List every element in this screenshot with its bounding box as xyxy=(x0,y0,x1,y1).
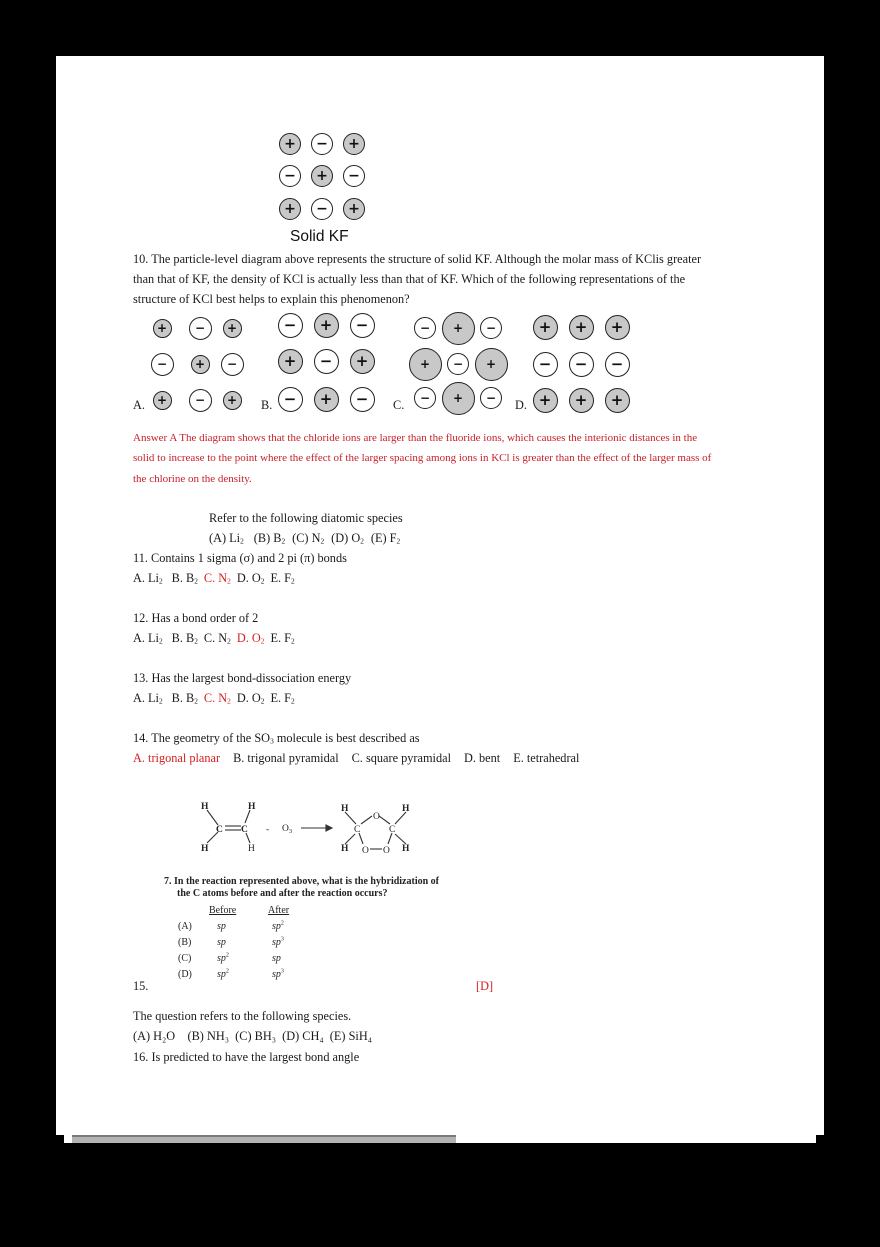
q15-embedded-line1: 7. In the reaction represented above, what is the hybridization of xyxy=(164,876,439,887)
q14-choice-c[interactable]: C. square pyramidal xyxy=(351,751,451,765)
anion-icon: − xyxy=(151,353,174,376)
anion-icon: − xyxy=(189,317,212,340)
anion-icon: − xyxy=(533,352,558,377)
svg-text:C: C xyxy=(354,825,361,835)
q14-question xyxy=(133,728,420,748)
svg-text:H: H xyxy=(341,804,349,814)
q15-row-before: sp xyxy=(217,937,226,948)
anion-icon: − xyxy=(350,313,375,338)
q13-choice-a[interactable]: A. $Li_2$ xyxy=(133,691,163,706)
cation-icon: + xyxy=(278,349,303,374)
svg-text:C: C xyxy=(389,825,396,835)
q10-text-line1: 10. The particle-level diagram above represents the structure of solid KF. Although the molar mass of KClis greater xyxy=(133,252,702,266)
anion-icon: − xyxy=(278,387,303,412)
kf-diagram-label: Solid KF xyxy=(290,228,349,245)
q15-row-option: (C) xyxy=(178,953,192,964)
cation-icon: + xyxy=(569,315,594,340)
anion-icon: − xyxy=(279,165,301,187)
anion-icon: − xyxy=(311,198,333,220)
cation-icon: + xyxy=(153,391,172,410)
q12-question: 12. Has a bond order of 2 xyxy=(133,611,259,625)
q14-choice-d[interactable]: D. bent xyxy=(463,751,501,765)
svg-text:H: H xyxy=(201,802,209,812)
q11-choices xyxy=(133,568,301,588)
anion-icon: − xyxy=(311,133,333,155)
cation-icon: + xyxy=(533,315,558,340)
q10-text-line3: structure of KCl best helps to explain this phenomenon? xyxy=(133,292,410,306)
q15-table-header xyxy=(209,905,290,917)
q14-question-post: molecule is best described as xyxy=(273,731,420,745)
q12-choices xyxy=(133,628,301,648)
reagent-label: O xyxy=(282,824,289,834)
cation-icon: + xyxy=(191,355,210,374)
q11-choice-d[interactable]: D. $O_2$ xyxy=(236,571,265,586)
cation-icon: + xyxy=(409,348,442,381)
q13-choice-e[interactable]: E. $F_2$ xyxy=(270,691,295,706)
cation-icon: + xyxy=(223,319,242,338)
q11-choice-e[interactable]: E. $F_2$ xyxy=(270,571,295,586)
anion-icon: − xyxy=(569,352,594,377)
q14-choice-a[interactable]: A. trigonal planar xyxy=(133,751,221,765)
anion-icon: − xyxy=(350,387,375,412)
cation-icon: + xyxy=(350,349,375,374)
horizontal-scrollbar[interactable] xyxy=(72,1135,456,1143)
svg-text:-: - xyxy=(266,825,270,835)
q10-option-b-label: B. xyxy=(261,398,273,412)
q11-choice-b[interactable]: B. $B_2$ xyxy=(171,571,198,586)
diatomic-species-item: (B) $B_2$ xyxy=(253,531,286,546)
cation-icon: + xyxy=(343,133,365,155)
q11-choice-c[interactable]: C. $N_2$ xyxy=(203,571,231,586)
svg-text:O: O xyxy=(373,812,380,822)
q14-question-sub: 3 xyxy=(270,736,274,746)
q12-choice-c[interactable]: C. $N_2$ xyxy=(203,631,231,646)
q10-text-line2: than that of KF, the density of KCl is actually less than that of KF. Which of the following representations of the xyxy=(133,272,686,286)
diatomic-species-item: (C) $N_2$ xyxy=(292,531,325,546)
q15-embedded-question xyxy=(164,876,439,900)
diatomic-species xyxy=(209,528,407,548)
q13-choice-b[interactable]: B. $B_2$ xyxy=(171,691,198,706)
q13-choices xyxy=(133,688,301,708)
anion-icon: − xyxy=(447,353,469,375)
anion-icon: − xyxy=(414,387,436,409)
svg-text:O: O xyxy=(362,846,369,856)
q15-number: 15. xyxy=(133,979,149,993)
q12-choice-d[interactable]: D. $O_2$ xyxy=(236,631,265,646)
svg-text:C: C xyxy=(241,825,248,835)
q15-row-option: (B) xyxy=(178,937,192,948)
svg-text:H: H xyxy=(248,844,255,854)
svg-text:H: H xyxy=(248,802,256,812)
diatomic-species-item: (D) $O_2$ xyxy=(331,531,364,546)
cation-icon: + xyxy=(314,387,339,412)
q13-question: 13. Has the largest bond-dissociation energy xyxy=(133,671,352,685)
cation-icon: + xyxy=(223,391,242,410)
q13-choice-d[interactable]: D. $O_2$ xyxy=(236,691,265,706)
cation-icon: + xyxy=(569,388,594,413)
q15-row-after: $sp^3$ xyxy=(272,968,284,980)
svg-text:H: H xyxy=(402,844,410,854)
cation-icon: + xyxy=(279,198,301,220)
q11-question: 11. Contains 1 sigma (σ) and 2 pi (π) bonds xyxy=(133,551,347,565)
header-before: Before xyxy=(209,905,237,916)
anion-icon: − xyxy=(189,389,212,412)
q15-row-after: $sp^3$ xyxy=(272,936,284,948)
q15-row-after: sp xyxy=(272,953,281,964)
svg-text:H: H xyxy=(341,844,349,854)
q14-choice-e[interactable]: E. tetrahedral xyxy=(513,751,580,765)
q15-row-before: $sp^2$ xyxy=(217,952,229,964)
q15-answer: [D] xyxy=(476,979,494,993)
svg-text:C: C xyxy=(216,825,223,835)
cation-icon: + xyxy=(605,315,630,340)
q11-choice-a[interactable]: A. $Li_2$ xyxy=(133,571,163,586)
header-after: After xyxy=(268,905,290,916)
q10-answer-line3: the chlorine on the density. xyxy=(133,473,252,485)
reagent-sub: 3 xyxy=(288,828,293,835)
anion-icon: − xyxy=(480,387,502,409)
svg-text:H: H xyxy=(402,804,410,814)
cation-icon: + xyxy=(442,382,475,415)
q16-question: 16. Is predicted to have the largest bond angle xyxy=(133,1050,360,1064)
ozonolysis-reaction-diagram xyxy=(190,798,420,860)
q15-row-option: (A) xyxy=(178,921,192,932)
svg-text:O3 xyxy=(282,824,292,835)
cation-icon: + xyxy=(475,348,508,381)
cation-icon: + xyxy=(311,165,333,187)
q12-choice-a[interactable]: A. $Li_2$ xyxy=(133,631,163,646)
cation-icon: + xyxy=(343,198,365,220)
diatomic-species-item: (A) $Li_2$ xyxy=(209,531,244,546)
q10-option-c-label: C. xyxy=(393,398,405,412)
anion-icon: − xyxy=(414,317,436,339)
q10-option-a-label: A. xyxy=(133,398,145,412)
diatomic-intro: Refer to the following diatomic species xyxy=(209,511,403,525)
q12-choice-b[interactable]: B. $B_2$ xyxy=(171,631,198,646)
cation-icon: + xyxy=(314,313,339,338)
svg-text:H: H xyxy=(201,844,209,854)
q15-row-after: $sp^2$ xyxy=(272,920,284,932)
q15-row-before: sp xyxy=(217,921,226,932)
q16-intro: The question refers to the following species. xyxy=(133,1009,352,1023)
svg-text:O: O xyxy=(383,846,390,856)
q13-choice-c[interactable]: C. $N_2$ xyxy=(203,691,231,706)
q16-species: (A) H₂O (B) NH₃ (C) BH₃ (D) CH₄ (E) SiH₄ xyxy=(133,1029,372,1043)
q10-answer-line2: solid to increase to the point where the effect of the larger spacing among ions in KCl is greater than the effect of the larger mass of xyxy=(133,452,712,464)
q14-choice-b[interactable]: B. trigonal pyramidal xyxy=(233,751,339,765)
cation-icon: + xyxy=(153,319,172,338)
cation-icon: + xyxy=(533,388,558,413)
cation-icon: + xyxy=(279,133,301,155)
q15-embedded-line2: the C atoms before and after the reaction occurs? xyxy=(177,888,388,899)
anion-icon: − xyxy=(278,313,303,338)
q10-option-d-label: D. xyxy=(515,398,527,412)
q15-row-option: (D) xyxy=(178,969,192,980)
anion-icon: − xyxy=(343,165,365,187)
q12-choice-e[interactable]: E. $F_2$ xyxy=(270,631,295,646)
anion-icon: − xyxy=(221,353,244,376)
diatomic-species-item: (E) $F_2$ xyxy=(370,531,401,546)
q14-question-pre: 14. The geometry of the SO xyxy=(133,731,271,745)
anion-icon: − xyxy=(605,352,630,377)
cation-icon: + xyxy=(605,388,630,413)
q10-answer-line1: Answer A The diagram shows that the chloride ions are larger than the fluoride ions, which causes the interionic distances in the xyxy=(133,432,698,444)
cation-icon: + xyxy=(442,312,475,345)
document-page xyxy=(56,56,824,1135)
anion-icon: − xyxy=(480,317,502,339)
q14-choices xyxy=(133,748,592,768)
q15-row-before: $sp^2$ xyxy=(217,968,229,980)
anion-icon: − xyxy=(314,349,339,374)
